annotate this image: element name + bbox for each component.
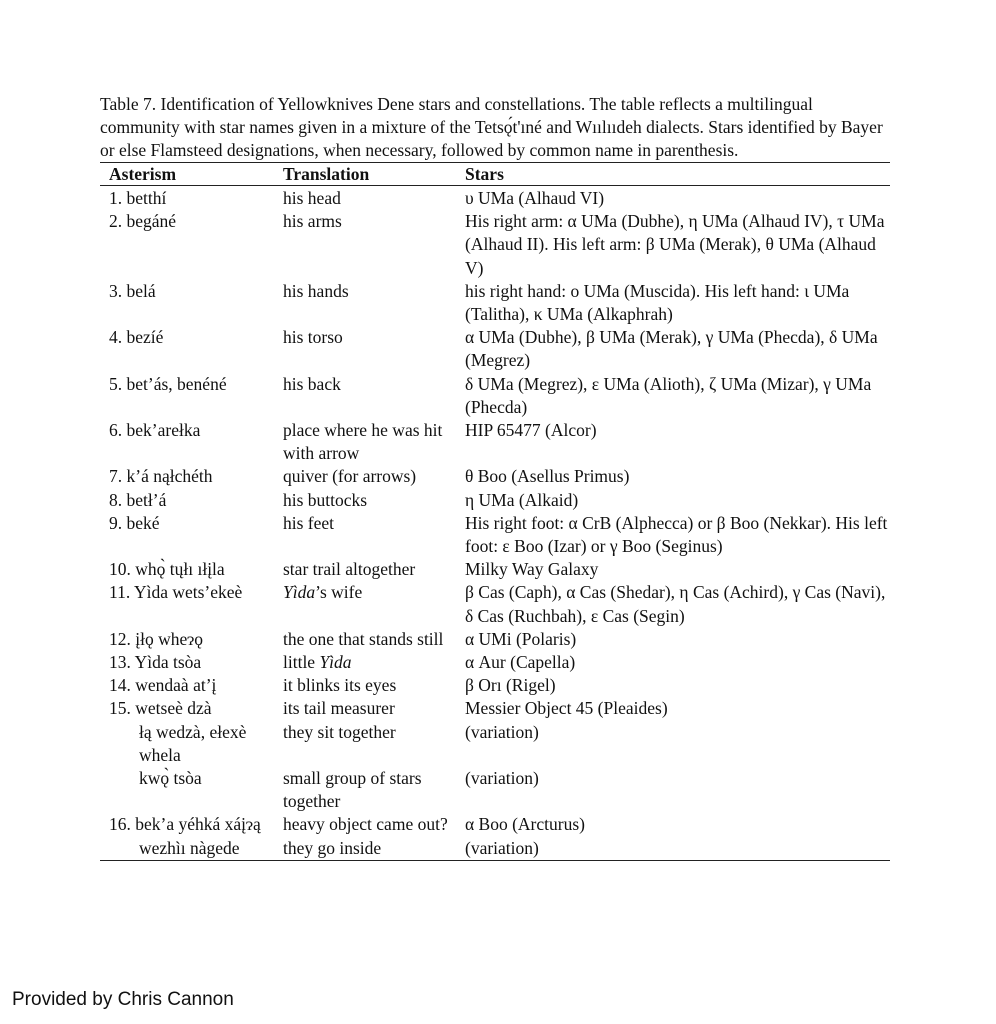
translation-cell: star trail altogether — [283, 559, 416, 580]
table-row — [100, 373, 890, 419]
header-translation: Translation — [274, 163, 456, 186]
asterism-cell: 4. bezíé — [109, 327, 164, 348]
table-row — [100, 326, 890, 372]
table-row — [100, 813, 890, 836]
stars-cell: α Boo (Arcturus) — [465, 814, 585, 835]
stars-cell: His right foot: α CrB (Alphecca) or β Boo (Nekkar). His left foot: ε Boo (Izar) or γ Boo (Seginus) — [465, 512, 888, 557]
translation-italic-name: Yìda — [283, 582, 316, 603]
table-row — [100, 721, 890, 767]
table-row — [100, 558, 890, 581]
translation-cell: place where he was hit with arrow — [283, 420, 443, 464]
stars-cell: α UMa (Dubhe), β UMa (Merak), γ UMa (Phecda), δ UMa (Megrez) — [465, 327, 878, 371]
stars-cell: Milky Way Galaxy — [465, 559, 599, 580]
asterism-cell: wezhìı nàgede — [100, 837, 274, 861]
translation-cell: small group of stars together — [283, 768, 422, 812]
table-row — [100, 512, 890, 558]
translation-cell: quiver (for arrows) — [283, 466, 417, 487]
asterism-cell: 6. bek’arełka — [109, 420, 201, 441]
stars-cell: HIP 65477 (Alcor) — [465, 420, 597, 441]
translation-cell: his buttocks — [283, 489, 368, 510]
table-row — [100, 651, 890, 674]
asterism-cell: 3. belá — [109, 280, 156, 301]
asterism-cell: kwǫ̀ tsòa — [139, 768, 202, 789]
stars-cell: (variation) — [456, 837, 890, 861]
asterism-cell: 13. Yìda tsòa — [109, 652, 202, 673]
table-header-row — [100, 163, 890, 186]
stars-cell: α UMi (Polaris) — [465, 628, 577, 649]
stars-cell: η UMa (Alkaid) — [465, 489, 579, 510]
stars-cell: θ Boo (Asellus Primus) — [465, 466, 630, 487]
asterism-cell: 15. wetseè dzà — [109, 698, 212, 719]
translation-cell: his arms — [283, 211, 342, 232]
asterism-cell: 12. įłǫ wheɂǫ — [109, 628, 203, 649]
table-row — [100, 465, 890, 488]
translation-cell: his torso — [283, 327, 343, 348]
asterism-cell: 8. betł’á — [109, 489, 167, 510]
table-row — [100, 186, 890, 211]
stars-cell: α Aur (Capella) — [465, 652, 576, 673]
translation-cell: its tail measurer — [283, 698, 395, 719]
asterism-cell: 7. k’á nąłchéth — [109, 466, 213, 487]
asterism-cell: 2. begáné — [109, 211, 177, 232]
asterism-cell: łą wedzà, ełexè whela — [139, 721, 247, 765]
translation-cell: his feet — [283, 512, 335, 533]
asterism-cell: 9. beké — [109, 512, 160, 533]
translation-cell — [274, 651, 456, 674]
header-stars: Stars — [456, 163, 890, 186]
stars-cell: His right arm: α UMa (Dubhe), η UMa (Alhaud IV), τ UMa (Alhaud II). His left arm: β UMa (Merak), θ UMa (Alhaud V) — [465, 211, 885, 278]
stars-cell: β Orı (Rigel) — [465, 675, 556, 696]
header-asterism: Asterism — [100, 163, 274, 186]
table-row — [100, 628, 890, 651]
asterism-cell: 14. wendaà at’į — [109, 675, 217, 696]
asterism-cell: 5. bet’ás, benéné — [109, 373, 227, 394]
table-row — [100, 419, 890, 465]
table-row — [100, 489, 890, 512]
table-row — [100, 837, 890, 861]
table-row — [100, 767, 890, 813]
translation-cell: they sit together — [283, 721, 396, 742]
stars-cell: β Cas (Caph), α Cas (Shedar), η Cas (Achird), γ Cas (Navi), δ Cas (Ruchbah), ε Cas (Segin) — [465, 582, 886, 626]
translation-text: ’s wife — [315, 582, 363, 603]
translation-cell: heavy object came out? — [283, 814, 448, 835]
asterism-cell: 10. whǫ̀ tųłı ıłįla — [109, 559, 225, 580]
footer-credit: Provided by Chris Cannon — [12, 989, 234, 1010]
translation-cell: they go inside — [274, 837, 456, 861]
translation-text: little — [283, 652, 320, 673]
stars-cell: (variation) — [465, 768, 539, 789]
document — [100, 93, 890, 861]
translation-cell: his back — [283, 373, 341, 394]
table-row — [100, 674, 890, 697]
table-caption: Table 7. Identification of Yellowknives Dene stars and constellations. The table reflects a multilingual community with star names given in a mixture of the Tetsǫ́t'ıné and Wıılııdeh dialects. Stars identified by Bayer or else Flamsteed designations, when necessary, followed by common name in parenthesis. — [100, 94, 883, 160]
stars-cell: δ UMa (Megrez), ε UMa (Alioth), ζ UMa (Mizar), γ UMa (Phecda) — [465, 373, 872, 417]
translation-italic-name: Yìda — [319, 652, 352, 673]
table-row — [100, 210, 890, 280]
translation-cell — [274, 581, 456, 627]
translation-cell: the one that stands still — [283, 628, 444, 649]
translation-cell: it blinks its eyes — [283, 675, 397, 696]
stars-cell: (variation) — [465, 721, 539, 742]
translation-cell: his head — [283, 188, 341, 208]
table-row — [100, 280, 890, 326]
asterism-cell: 11. Yìda wets’ekeè — [109, 582, 243, 603]
table-row — [100, 581, 890, 627]
stars-cell: Messier Object 45 (Pleaides) — [465, 698, 668, 719]
table-row — [100, 697, 890, 720]
asterism-cell: 16. bek’a yéhká xáįɂą — [109, 814, 261, 835]
asterism-cell: 1. betthí — [109, 188, 167, 208]
stars-cell: υ UMa (Alhaud VI) — [465, 188, 605, 208]
translation-cell: his hands — [283, 280, 349, 301]
star-table — [100, 162, 890, 861]
stars-cell: his right hand: ο UMa (Muscida). His left hand: ι UMa (Talitha), κ UMa (Alkaphrah) — [465, 280, 850, 325]
